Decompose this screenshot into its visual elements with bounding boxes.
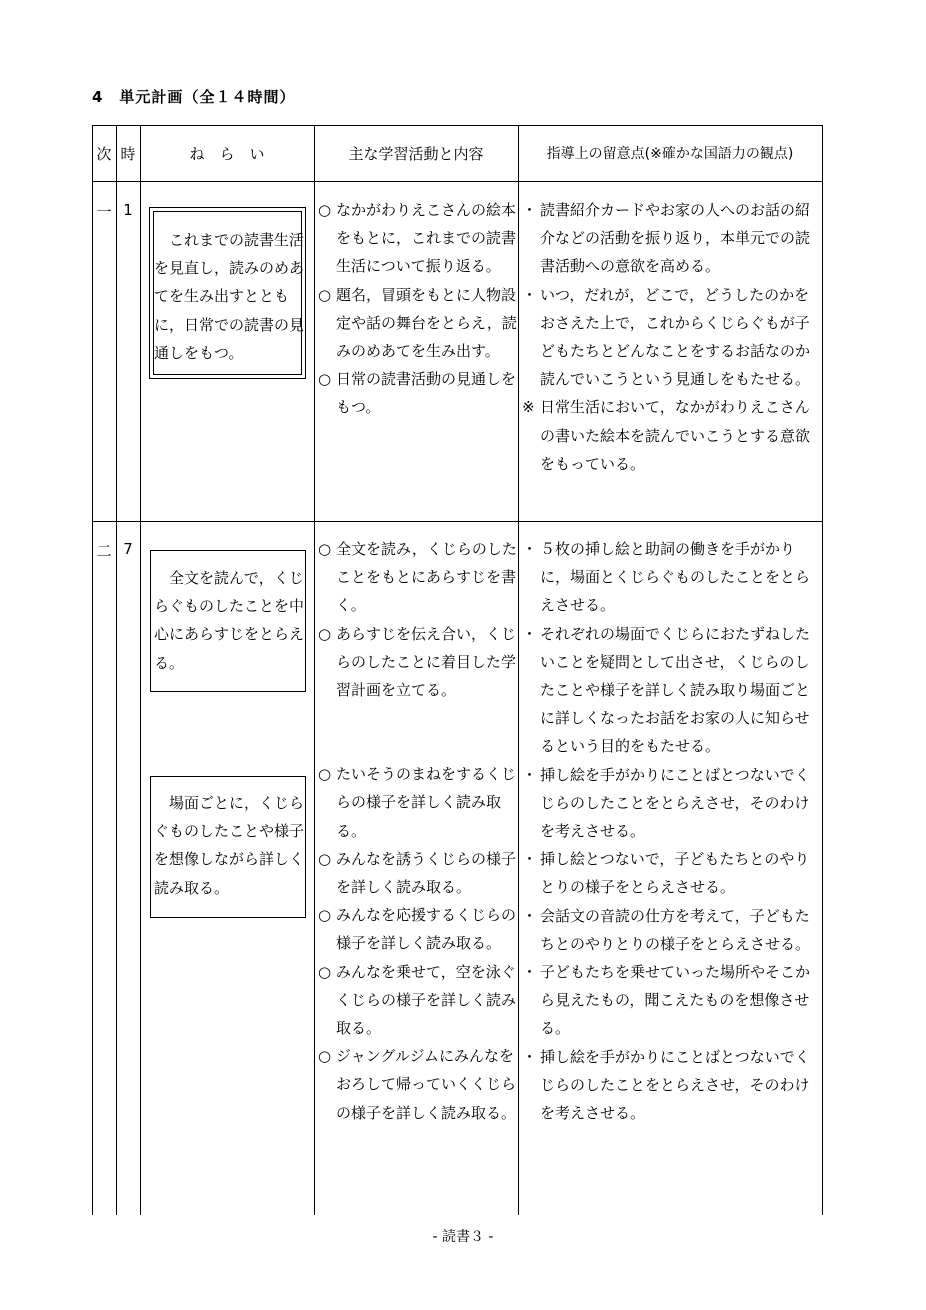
list-item: ・ 会話文の音読の仕方を考えて，子どもたちとのやりとりの様子をとらえさせる。 [522, 906, 811, 953]
section-title: 4 単元計画（全１４時間） [92, 88, 296, 106]
col-border [92, 125, 93, 1215]
list-item: ・ ５枚の挿し絵と助詞の働きを手がかりに，場面とくじらぐものしたことをとらえさせる。 [522, 540, 811, 615]
row-divider [92, 521, 823, 522]
list-item: ・ 子どもたちを乗せていった場所やそこから見えたもの，聞こえたものを想像させる。 [522, 963, 811, 1038]
list-item: ○ みんなを応援するくじらの様子を詳しく読み取る。 [318, 906, 517, 953]
notes-list [522, 196, 819, 478]
list-item: ・ いつ，だれが，どこで，どうしたのかをおさえた上で，これからくじらぐもが子どもたちとどんなことをするお話なのか読んでいこうという見通しをもたせる。 [522, 285, 811, 389]
header-toki: 時 [120, 145, 136, 163]
list-item: ※ 日常生活において，なかがわりえこさんの書いた絵本を読んでいこうとする意欲をもっている。 [522, 398, 811, 473]
list-item: ・ 読書紹介カードやお家の人へのお話の紹介などの活動を振り返り，本単元での読書活動への意欲を高める。 [522, 201, 811, 276]
aim-text: 場面ごとに，くじらぐものしたことや様子を想像しながら詳しく読み取る。 [154, 794, 305, 897]
row2-ji: 二 [96, 542, 112, 560]
header-ji: 次 [96, 145, 112, 163]
list-item: ○ みんなを乗せて，空を泳ぐくじらの様子を詳しく読み取る。 [318, 962, 517, 1038]
table-top-border [92, 125, 823, 126]
list-item: ・ 挿し絵とつないで，子どもたちとのやりとりの様子をとらえさせる。 [522, 850, 810, 897]
header-aims: ね ら い [189, 145, 265, 163]
notes-list [522, 535, 819, 1127]
row1-ji: 一 [96, 203, 112, 221]
list-item: ○ たいそうのまねをするくじらの様子を詳しく読み取る。 [318, 765, 517, 840]
activity-list [318, 196, 517, 422]
list-item: ○ 題名，冒頭をもとに人物設定や話の舞台をとらえ，読みのめあてを生み出す。 [318, 285, 517, 361]
col-border [314, 125, 315, 1215]
list-item: ○ なかがわりえこさんの絵本をもとに，これまでの読書生活について振り返る。 [318, 201, 517, 276]
list-item: ○ 全文を読み，くじらのしたことをもとにあらすじを書く。 [318, 540, 517, 615]
col-border [116, 125, 117, 1215]
list-item: ○ みんなを誘うくじらの様子を詳しく読み取る。 [318, 849, 517, 897]
col-border [822, 125, 823, 1215]
aim-text: これまでの読書生活を見直し，読みのめあてを生み出すとともに，日常での読書の見通しをもつ。 [154, 231, 305, 362]
col-border [518, 125, 519, 1215]
page-number: - 読書３ - [432, 1229, 494, 1245]
list-item: ・ 挿し絵を手がかりにことばとつないでくじらのしたことをとらえさせ，そのわけを考えさせる。 [522, 1047, 810, 1123]
list-item: ・ 挿し絵を手がかりにことばとつないでくじらのしたことをとらえさせ，そのわけを考えさせる。 [522, 765, 810, 841]
header-activities: 主な学習活動と内容 [348, 145, 484, 163]
row2-toki: 7 [123, 540, 133, 558]
aim-text: 全文を読んで，くじらぐものしたことを中心にあらすじをとらえる。 [154, 569, 305, 672]
list-item: ○ あらすじを伝え合い，くじらのしたことに着目した学習計画を立てる。 [318, 624, 517, 700]
col-border [140, 125, 141, 1215]
row1-toki: 1 [123, 201, 133, 219]
list-item: ・ それぞれの場面でくじらにおたずねしたいことを疑問として出させ，くじらのしたことや様子を詳しく読み取り場面ごとに詳しくなったお話をお家の人に知らせるという目的をもたせる。 [522, 624, 811, 756]
header-bottom-border [92, 181, 823, 182]
list-item: ○ ジャングルジムにみんなをおろして帰っていくくじらの様子を詳しく読み取る。 [318, 1047, 517, 1122]
header-notes: 指導上の留意点(※確かな国語力の観点) [546, 146, 794, 162]
activity-list [318, 535, 517, 1127]
list-item: ○ 日常の読書活動の見通しをもつ。 [318, 370, 517, 417]
